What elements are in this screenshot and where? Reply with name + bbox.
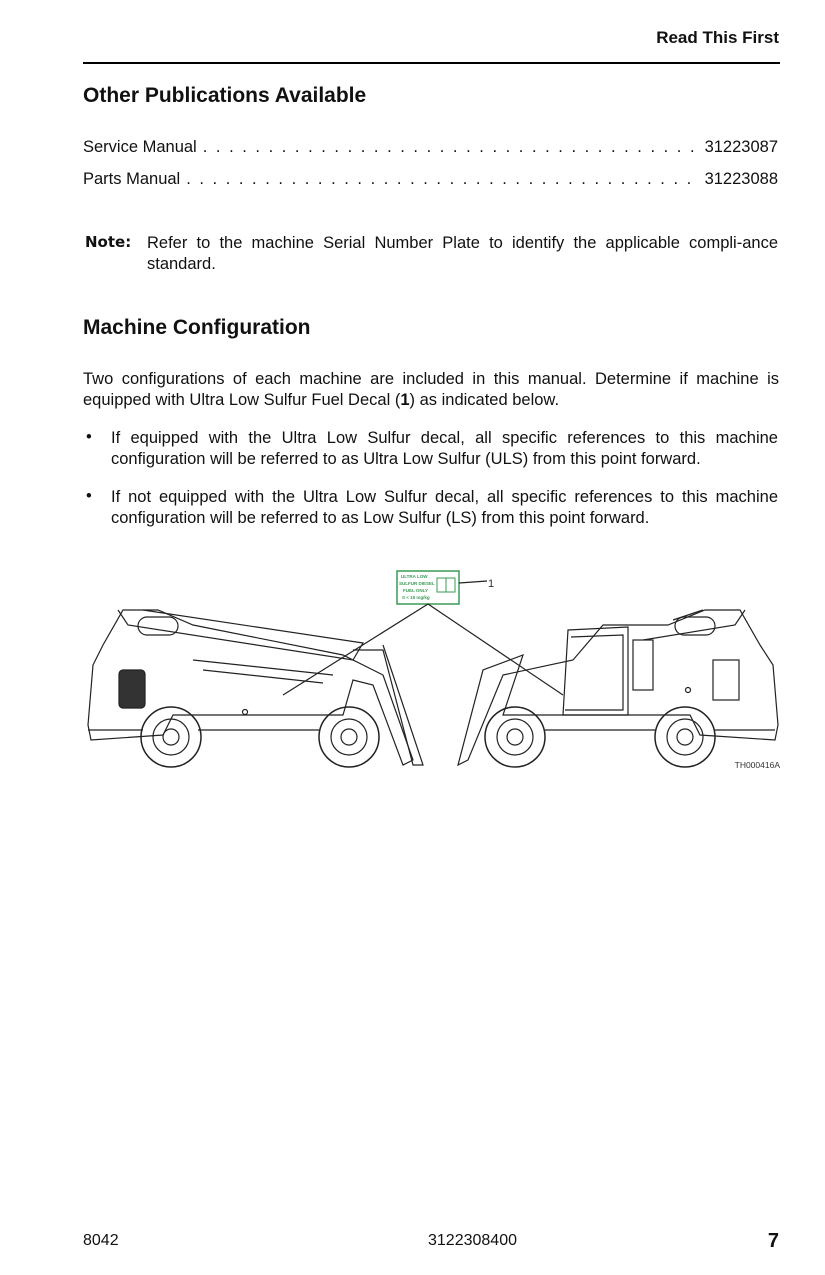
decal-line: FUEL ONLY	[403, 588, 429, 593]
pointer-line	[428, 604, 563, 695]
telehandler-right	[458, 610, 778, 767]
footer-doc-number: 3122308400	[428, 1232, 517, 1249]
publication-number: 31223087	[704, 138, 778, 156]
bullet-marker: •	[86, 487, 92, 505]
publication-number: 31223088	[704, 170, 778, 188]
leader-dots	[203, 138, 699, 157]
telehandler-left	[88, 610, 423, 767]
bullet-item-uls: If equipped with the Ultra Low Sulfur decal, all specific references to this machine configuration will be referred to as Ultra Low Sulfur (ULS) from this point forward.	[111, 429, 778, 468]
leader-dots	[186, 170, 698, 189]
page-number: 7	[767, 1230, 779, 1252]
decal-line: SULFUR DIESEL	[399, 581, 435, 586]
note-text: Refer to the machine Serial Number Plate to identify the applicable compli-ance standard.	[147, 234, 778, 273]
decal-line: ULTRA LOW	[401, 574, 428, 579]
publications-heading: Other Publications Available	[83, 84, 367, 107]
running-header-title: Read This First	[656, 28, 779, 47]
publication-name: Parts Manual	[83, 170, 181, 188]
machine-illustration	[83, 565, 780, 777]
publication-row	[83, 170, 778, 189]
decal-reference: 1	[400, 391, 410, 409]
figure-code: TH000416A	[734, 760, 780, 770]
bullet-marker: •	[86, 428, 92, 446]
publication-name: Service Manual	[83, 138, 197, 156]
callout-leader	[459, 581, 487, 583]
configuration-heading: Machine Configuration	[83, 316, 311, 339]
decal-line: S < 15 mg/kg	[402, 595, 430, 600]
configuration-intro	[83, 369, 779, 411]
callout-number: 1	[488, 578, 495, 590]
bullet-item-ls: If not equipped with the Ultra Low Sulfur decal, all specific references to this machine configuration will be referred to as Low Sulfur (LS) from this point forward.	[111, 488, 778, 527]
header-rule	[83, 62, 780, 64]
intro-text: Two configurations of each machine are included in this manual. Determine if machine is equipped with Ultra Low Sulfur Fuel Decal (	[83, 370, 779, 409]
publication-row	[83, 138, 778, 157]
intro-text-end: ) as indicated below.	[409, 391, 560, 409]
footer-model: 8042	[83, 1232, 119, 1249]
note-label: Note:	[85, 233, 132, 251]
uls-fuel-decal	[397, 571, 459, 604]
